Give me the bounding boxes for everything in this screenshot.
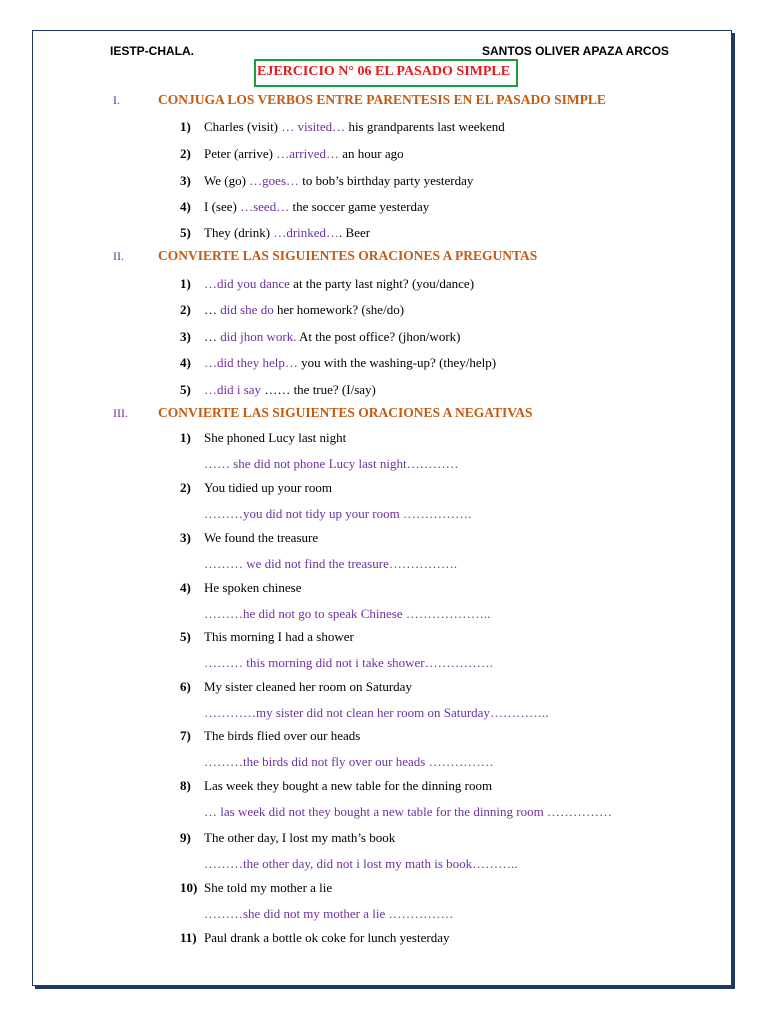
section3-item-sentence: The birds flied over our heads xyxy=(204,728,361,743)
item-text-before: … xyxy=(204,302,221,317)
section3-title: CONVIERTE LAS SIGUIENTES ORACIONES A NEGATIVAS xyxy=(158,405,533,420)
item-answer: … visited… xyxy=(281,119,346,134)
item-text-after: an hour ago xyxy=(339,146,404,161)
section3-item-answer xyxy=(204,754,494,770)
section1-item xyxy=(204,119,505,135)
section3-item-sentence: She told my mother a lie xyxy=(204,880,333,895)
section1-item xyxy=(204,199,429,215)
section3-number: III. xyxy=(113,406,128,420)
section1-item-number: 3) xyxy=(180,173,191,188)
item-text-after: you with the washing-up? (they/help) xyxy=(297,355,497,370)
answer-dots-before: … xyxy=(204,804,221,819)
item-text-before: Peter (arrive) xyxy=(204,146,277,161)
item-text-after: At the post office? (jhon/work) xyxy=(296,329,461,344)
answer-dots-before: ……… xyxy=(204,506,243,521)
answer-text: he did not go to speak Chinese xyxy=(243,606,403,621)
section2-item xyxy=(204,355,496,371)
item-text-after: …… the true? (I/say) xyxy=(261,382,376,397)
answer-dots-after: ……………. xyxy=(399,506,472,521)
answer-dots-before: ………… xyxy=(204,705,256,720)
answer-text: she did not phone Lucy last night xyxy=(233,456,407,471)
section3-item-number: 10) xyxy=(180,880,198,895)
answer-text: she did not my mother a lie xyxy=(243,906,386,921)
answer-dots-after: ……….. xyxy=(472,856,518,871)
answer-dots-before: ……… xyxy=(204,754,243,769)
answer-dots-before: …… xyxy=(204,456,234,471)
section1-item xyxy=(204,225,370,241)
item-text-after: the soccer game yesterday xyxy=(289,199,430,214)
section3-item-answer xyxy=(204,556,457,572)
section1-title: CONJUGA LOS VERBOS ENTRE PARENTESIS EN EL PASADO SIMPLE xyxy=(158,92,606,107)
section2-number: II. xyxy=(113,249,124,263)
answer-text: my sister did not clean her room on Saturday xyxy=(256,705,490,720)
section3-item-sentence: We found the treasure xyxy=(204,530,319,545)
section2-item-number: 3) xyxy=(180,329,191,344)
section3-item-number: 8) xyxy=(180,778,191,793)
item-answer: …goes… xyxy=(249,173,300,188)
section2-item xyxy=(204,276,474,292)
section1-item-number: 5) xyxy=(180,225,191,240)
section3-item-answer xyxy=(204,804,612,820)
item-answer: …seed… xyxy=(240,199,290,214)
section3-item-number: 3) xyxy=(180,530,191,545)
answer-text: the other day, did not i lost my math is book xyxy=(243,856,473,871)
section2-item-number: 1) xyxy=(180,276,191,291)
answer-dots-before: ……… xyxy=(204,606,243,621)
answer-text: you did not tidy up your room xyxy=(243,506,400,521)
section3-item-number: 11) xyxy=(180,930,197,945)
answer-dots-before: ……… xyxy=(204,856,243,871)
item-answer: did she do xyxy=(220,302,274,317)
answer-dots-after: ………….. xyxy=(489,705,549,720)
section3-item-number: 2) xyxy=(180,480,191,495)
section3-item-number: 5) xyxy=(180,629,191,644)
item-text-after: . Beer xyxy=(339,225,371,240)
section3-item-answer xyxy=(204,856,518,872)
section1-item xyxy=(204,146,404,162)
item-text-after: to bob’s birthday party yesterday xyxy=(299,173,474,188)
section1-number: I. xyxy=(113,93,120,107)
section2-item xyxy=(204,382,376,398)
answer-dots-after: ……………. xyxy=(388,556,458,571)
item-text-after: his grandparents last weekend xyxy=(345,119,505,134)
item-text-after: at the party last night? (you/dance) xyxy=(289,276,475,291)
section3-item-number: 7) xyxy=(180,728,191,743)
item-text-before: I (see) xyxy=(204,199,241,214)
item-answer: …did you dance xyxy=(204,276,290,291)
section3-item-number: 1) xyxy=(180,430,191,445)
section2-item xyxy=(204,329,460,345)
answer-dots-after: …………… xyxy=(385,906,454,921)
answer-text: this morning did not i take shower xyxy=(246,655,425,670)
section3-item-answer xyxy=(204,906,454,922)
answer-dots-after: …………… xyxy=(543,804,612,819)
section3-item-number: 4) xyxy=(180,580,191,595)
answer-text: the birds did not fly over our heads xyxy=(243,754,426,769)
item-answer: did jhon work. xyxy=(220,329,297,344)
section3-item-sentence: My sister cleaned her room on Saturday xyxy=(204,679,412,694)
section3-item-sentence: Las week they bought a new table for the dinning room xyxy=(204,778,493,793)
section2-item-number: 5) xyxy=(180,382,191,397)
student-name: SANTOS OLIVER APAZA ARCOS xyxy=(482,44,669,58)
item-answer: …arrived… xyxy=(276,146,339,161)
answer-dots-before: ……… xyxy=(204,655,247,670)
section3-item-sentence: He spoken chinese xyxy=(204,580,302,595)
item-text-before: They (drink) xyxy=(204,225,274,240)
page-title: EJERCICIO N° 06 EL PASADO SIMPLE xyxy=(257,64,511,79)
answer-dots-after: …………… xyxy=(425,754,494,769)
section3-item-number: 6) xyxy=(180,679,191,694)
section2-item-number: 2) xyxy=(180,302,191,317)
item-text-before: We (go) xyxy=(204,173,250,188)
section3-item-answer xyxy=(204,655,493,671)
section3-item-answer xyxy=(204,606,490,622)
answer-text: we did not find the treasure xyxy=(246,556,389,571)
section2-title: CONVIERTE LAS SIGUIENTES ORACIONES A PREGUNTAS xyxy=(158,248,538,263)
answer-text: las week did not they bought a new table for the dinning room xyxy=(220,804,544,819)
section3-item-sentence: Paul drank a bottle ok coke for lunch yesterday xyxy=(204,930,450,945)
answer-dots-after: ……………. xyxy=(424,655,493,670)
section3-item-sentence: The other day, I lost my math’s book xyxy=(204,830,396,845)
section3-item-sentence: She phoned Lucy last night xyxy=(204,430,347,445)
section3-item-number: 9) xyxy=(180,830,191,845)
section3-item-sentence: This morning I had a shower xyxy=(204,629,354,644)
item-text-before: … xyxy=(204,329,221,344)
item-text-before: Charles (visit) xyxy=(204,119,282,134)
section1-item xyxy=(204,173,473,189)
answer-dots-after: ……………….. xyxy=(402,606,491,621)
section3-item-answer xyxy=(204,456,459,472)
answer-dots-before: ……… xyxy=(204,906,243,921)
answer-dots-after: ………… xyxy=(406,456,459,471)
item-text-after: her homework? (she/do) xyxy=(273,302,405,317)
section1-item-number: 1) xyxy=(180,119,191,134)
school-name: IESTP-CHALA. xyxy=(110,44,194,58)
section3-item-answer xyxy=(204,705,548,721)
answer-dots-before: ……… xyxy=(204,556,247,571)
section1-item-number: 4) xyxy=(180,199,191,214)
section2-item xyxy=(204,302,404,318)
item-answer: …did i say xyxy=(204,382,262,397)
item-answer: …did they help… xyxy=(204,355,298,370)
section1-item-number: 2) xyxy=(180,146,191,161)
item-answer: …drinked… xyxy=(273,225,340,240)
section2-item-number: 4) xyxy=(180,355,191,370)
section3-item-answer xyxy=(204,506,471,522)
section3-item-sentence: You tidied up your room xyxy=(204,480,332,495)
